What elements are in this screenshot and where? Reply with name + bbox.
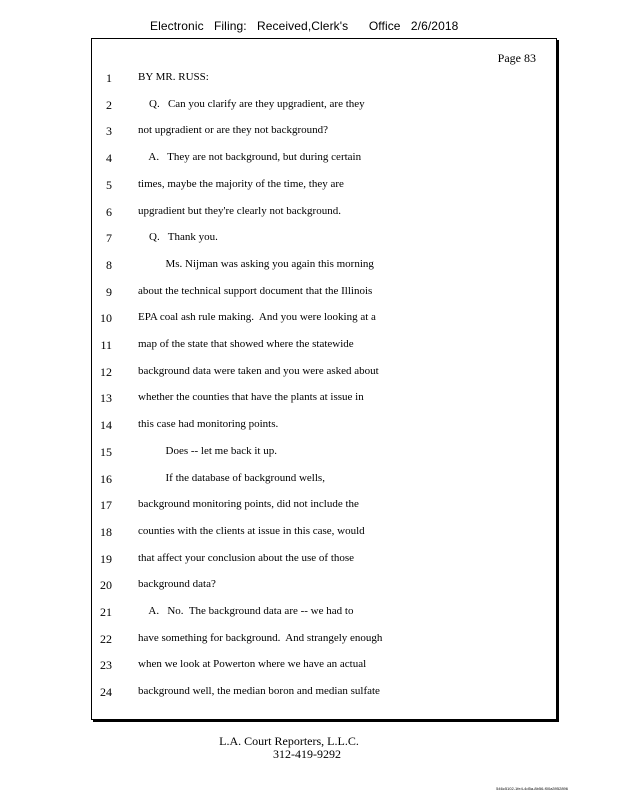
line-number: 15 (100, 444, 112, 459)
transcript-line (92, 285, 556, 305)
transcript-line (92, 231, 556, 251)
line-text: BY MR. RUSS: (138, 71, 209, 83)
document-hash: 546c5102-1fe4-4d5a-8b56-f00a3952896 (496, 786, 568, 791)
line-number: 13 (100, 391, 112, 406)
transcript-line (92, 418, 556, 438)
transcript-line (92, 365, 556, 385)
line-number: 20 (100, 578, 112, 593)
line-text: times, maybe the majority of the time, they are (138, 177, 344, 190)
transcript-line (92, 445, 556, 465)
line-text: background well, the median boron and median sulfate (138, 685, 380, 698)
transcript-line (92, 151, 556, 171)
filing-stamp-header: Electronic Filing: Received,Clerk's Office 2/6/2018 (150, 19, 459, 33)
line-number: 7 (106, 231, 112, 246)
page-number: Page 83 (497, 51, 536, 65)
line-number: 10 (100, 311, 112, 326)
line-number: 24 (100, 685, 112, 700)
line-text: about the technical support document that the Illinois (138, 284, 373, 297)
line-text: If the database of background wells, (138, 471, 325, 484)
transcript-line (92, 632, 556, 652)
line-text: Ms. Nijman was asking you again this morning (138, 257, 374, 270)
line-text: background data were taken and you were asked about (138, 364, 379, 377)
line-text: map of the state that showed where the statewide (138, 338, 354, 350)
transcript-line (92, 552, 556, 572)
transcript-line (92, 205, 556, 225)
transcript-line (92, 498, 556, 518)
court-reporter-name: L.A. Court Reporters, L.L.C. (219, 734, 359, 748)
line-number: 8 (106, 257, 112, 272)
line-number: 1 (106, 71, 112, 85)
line-text: Q. Thank you. (138, 231, 218, 244)
transcript-page-frame (91, 38, 557, 720)
transcript-line (92, 258, 556, 278)
transcript-line (92, 525, 556, 545)
line-text: this case had monitoring points. (138, 418, 279, 431)
line-text: EPA coal ash rule making. And you were looking at a (138, 311, 376, 324)
line-number: 4 (106, 151, 112, 166)
transcript-line (92, 391, 556, 411)
line-number: 3 (106, 124, 112, 139)
line-number: 16 (100, 471, 112, 486)
transcript-line (92, 124, 556, 144)
line-text: background data? (138, 578, 216, 591)
line-number: 12 (100, 364, 112, 379)
line-text: counties with the clients at issue in this case, would (138, 524, 365, 537)
line-text: that affect your conclusion about the use of those (138, 551, 355, 564)
transcript-line (92, 71, 556, 91)
line-text: when we look at Powerton where we have an actual (138, 658, 367, 671)
line-number: 19 (100, 551, 112, 566)
court-reporter-phone: 312-419-9292 (273, 747, 341, 761)
line-number: 18 (100, 524, 112, 539)
line-number: 11 (100, 338, 112, 352)
transcript-line (92, 178, 556, 198)
line-text: Q. Can you clarify are they upgradient, are they (138, 97, 365, 110)
line-text: Does -- let me back it up. (138, 444, 277, 457)
line-number: 22 (100, 631, 112, 646)
line-text: whether the counties that have the plants at issue in (138, 391, 364, 404)
transcript-line (92, 311, 556, 331)
line-text: upgradient but they're clearly not background. (138, 204, 341, 217)
line-number: 21 (100, 605, 112, 619)
transcript-line (92, 472, 556, 492)
line-text: not upgradient or are they not background? (138, 124, 328, 137)
line-text: A. They are not background, but during certain (138, 151, 362, 164)
line-text: A. No. The background data are -- we had to (138, 605, 354, 617)
transcript-line (92, 685, 556, 705)
transcript-line (92, 338, 556, 358)
line-number: 5 (106, 177, 112, 192)
line-number: 23 (100, 658, 112, 673)
line-number: 6 (106, 204, 112, 219)
line-number: 2 (106, 97, 112, 112)
line-text: background monitoring points, did not include the (138, 498, 359, 511)
line-number: 17 (100, 498, 112, 513)
transcript-line (92, 98, 556, 118)
line-number: 9 (106, 284, 112, 299)
transcript-line (92, 578, 556, 598)
transcript-line (92, 658, 556, 678)
transcript-line (92, 605, 556, 625)
line-number: 14 (100, 418, 112, 433)
line-text: have something for background. And strangely enough (138, 631, 383, 644)
